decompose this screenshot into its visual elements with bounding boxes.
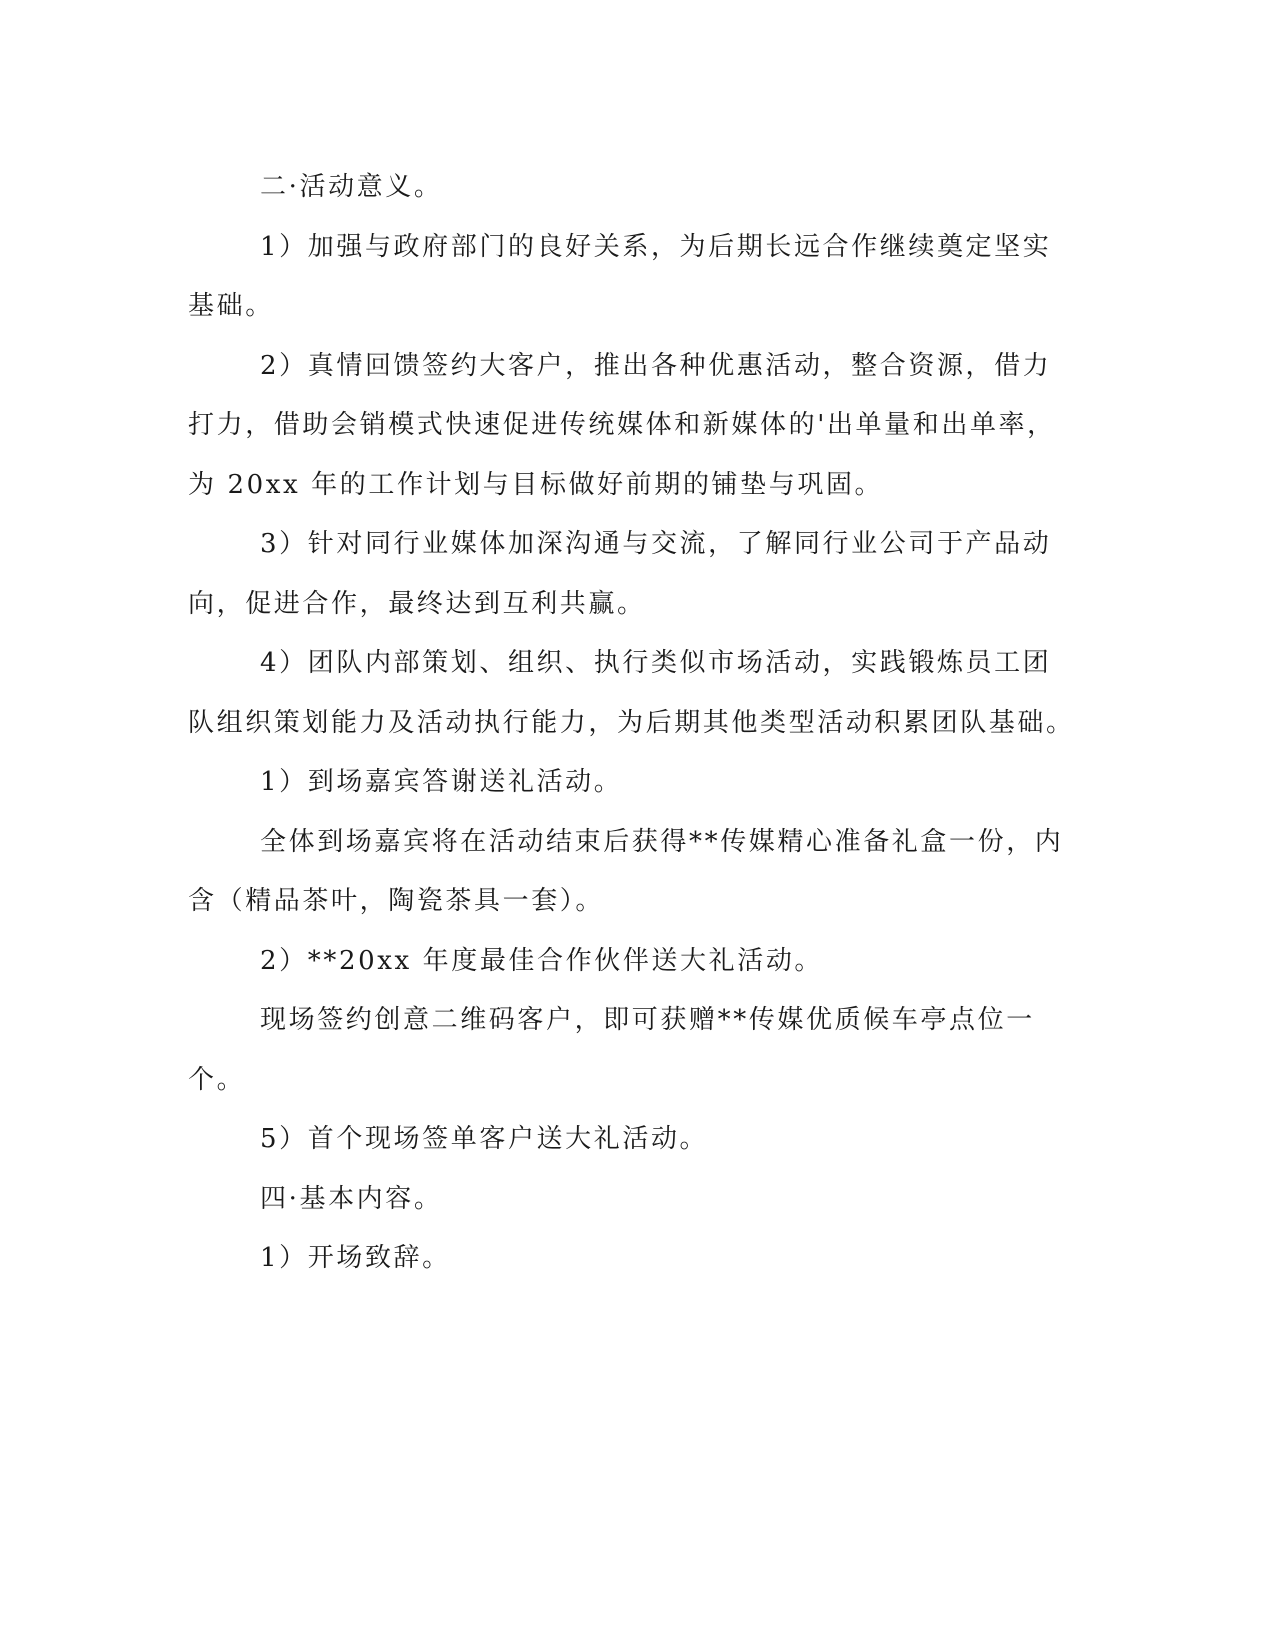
paragraph-item: 1）加强与政府部门的良好关系，为后期长远合作继续奠定坚实基础。 [188,231,1052,321]
paragraph-item: 5）首个现场签单客户送大礼活动。 [260,1124,709,1154]
paragraph-item: 1）开场致辞。 [260,1243,451,1273]
document-body [188,158,1078,1289]
paragraph-item: 2）真情回馈签约大客户，推出各种优惠活动，整合资源，借力打力，借助会销模式快速促进传统媒体和新媒体的'出单量和出单率，为 20xx 年的工作计划与目标做好前期的铺垫与巩固。 [188,350,1056,500]
paragraph-item: 1）到场嘉宾答谢送礼活动。 [260,767,623,797]
section-heading-significance: 二·活动意义。 [260,172,443,202]
paragraph-item: 2）**20xx 年度最佳合作伙伴送大礼活动。 [260,945,824,976]
paragraph-item: 全体到场嘉宾将在活动结束后获得**传媒精心准备礼盒一份，内含（精品茶叶，陶瓷茶具一套）。 [188,826,1064,916]
paragraph-item: 现场签约创意二维码客户，即可获赠**传媒优质候车亭点位一个。 [188,1005,1035,1095]
paragraph-item: 3）针对同行业媒体加深沟通与交流，了解同行业公司于产品动向，促进合作，最终达到互利共赢。 [188,529,1052,619]
section-heading-basic-content: 四·基本内容。 [260,1183,443,1214]
paragraph-item: 4）团队内部策划、组织、执行类似市场活动，实践锻炼员工团队组织策划能力及活动执行能力，为后期其他类型活动积累团队基础。 [188,648,1075,738]
